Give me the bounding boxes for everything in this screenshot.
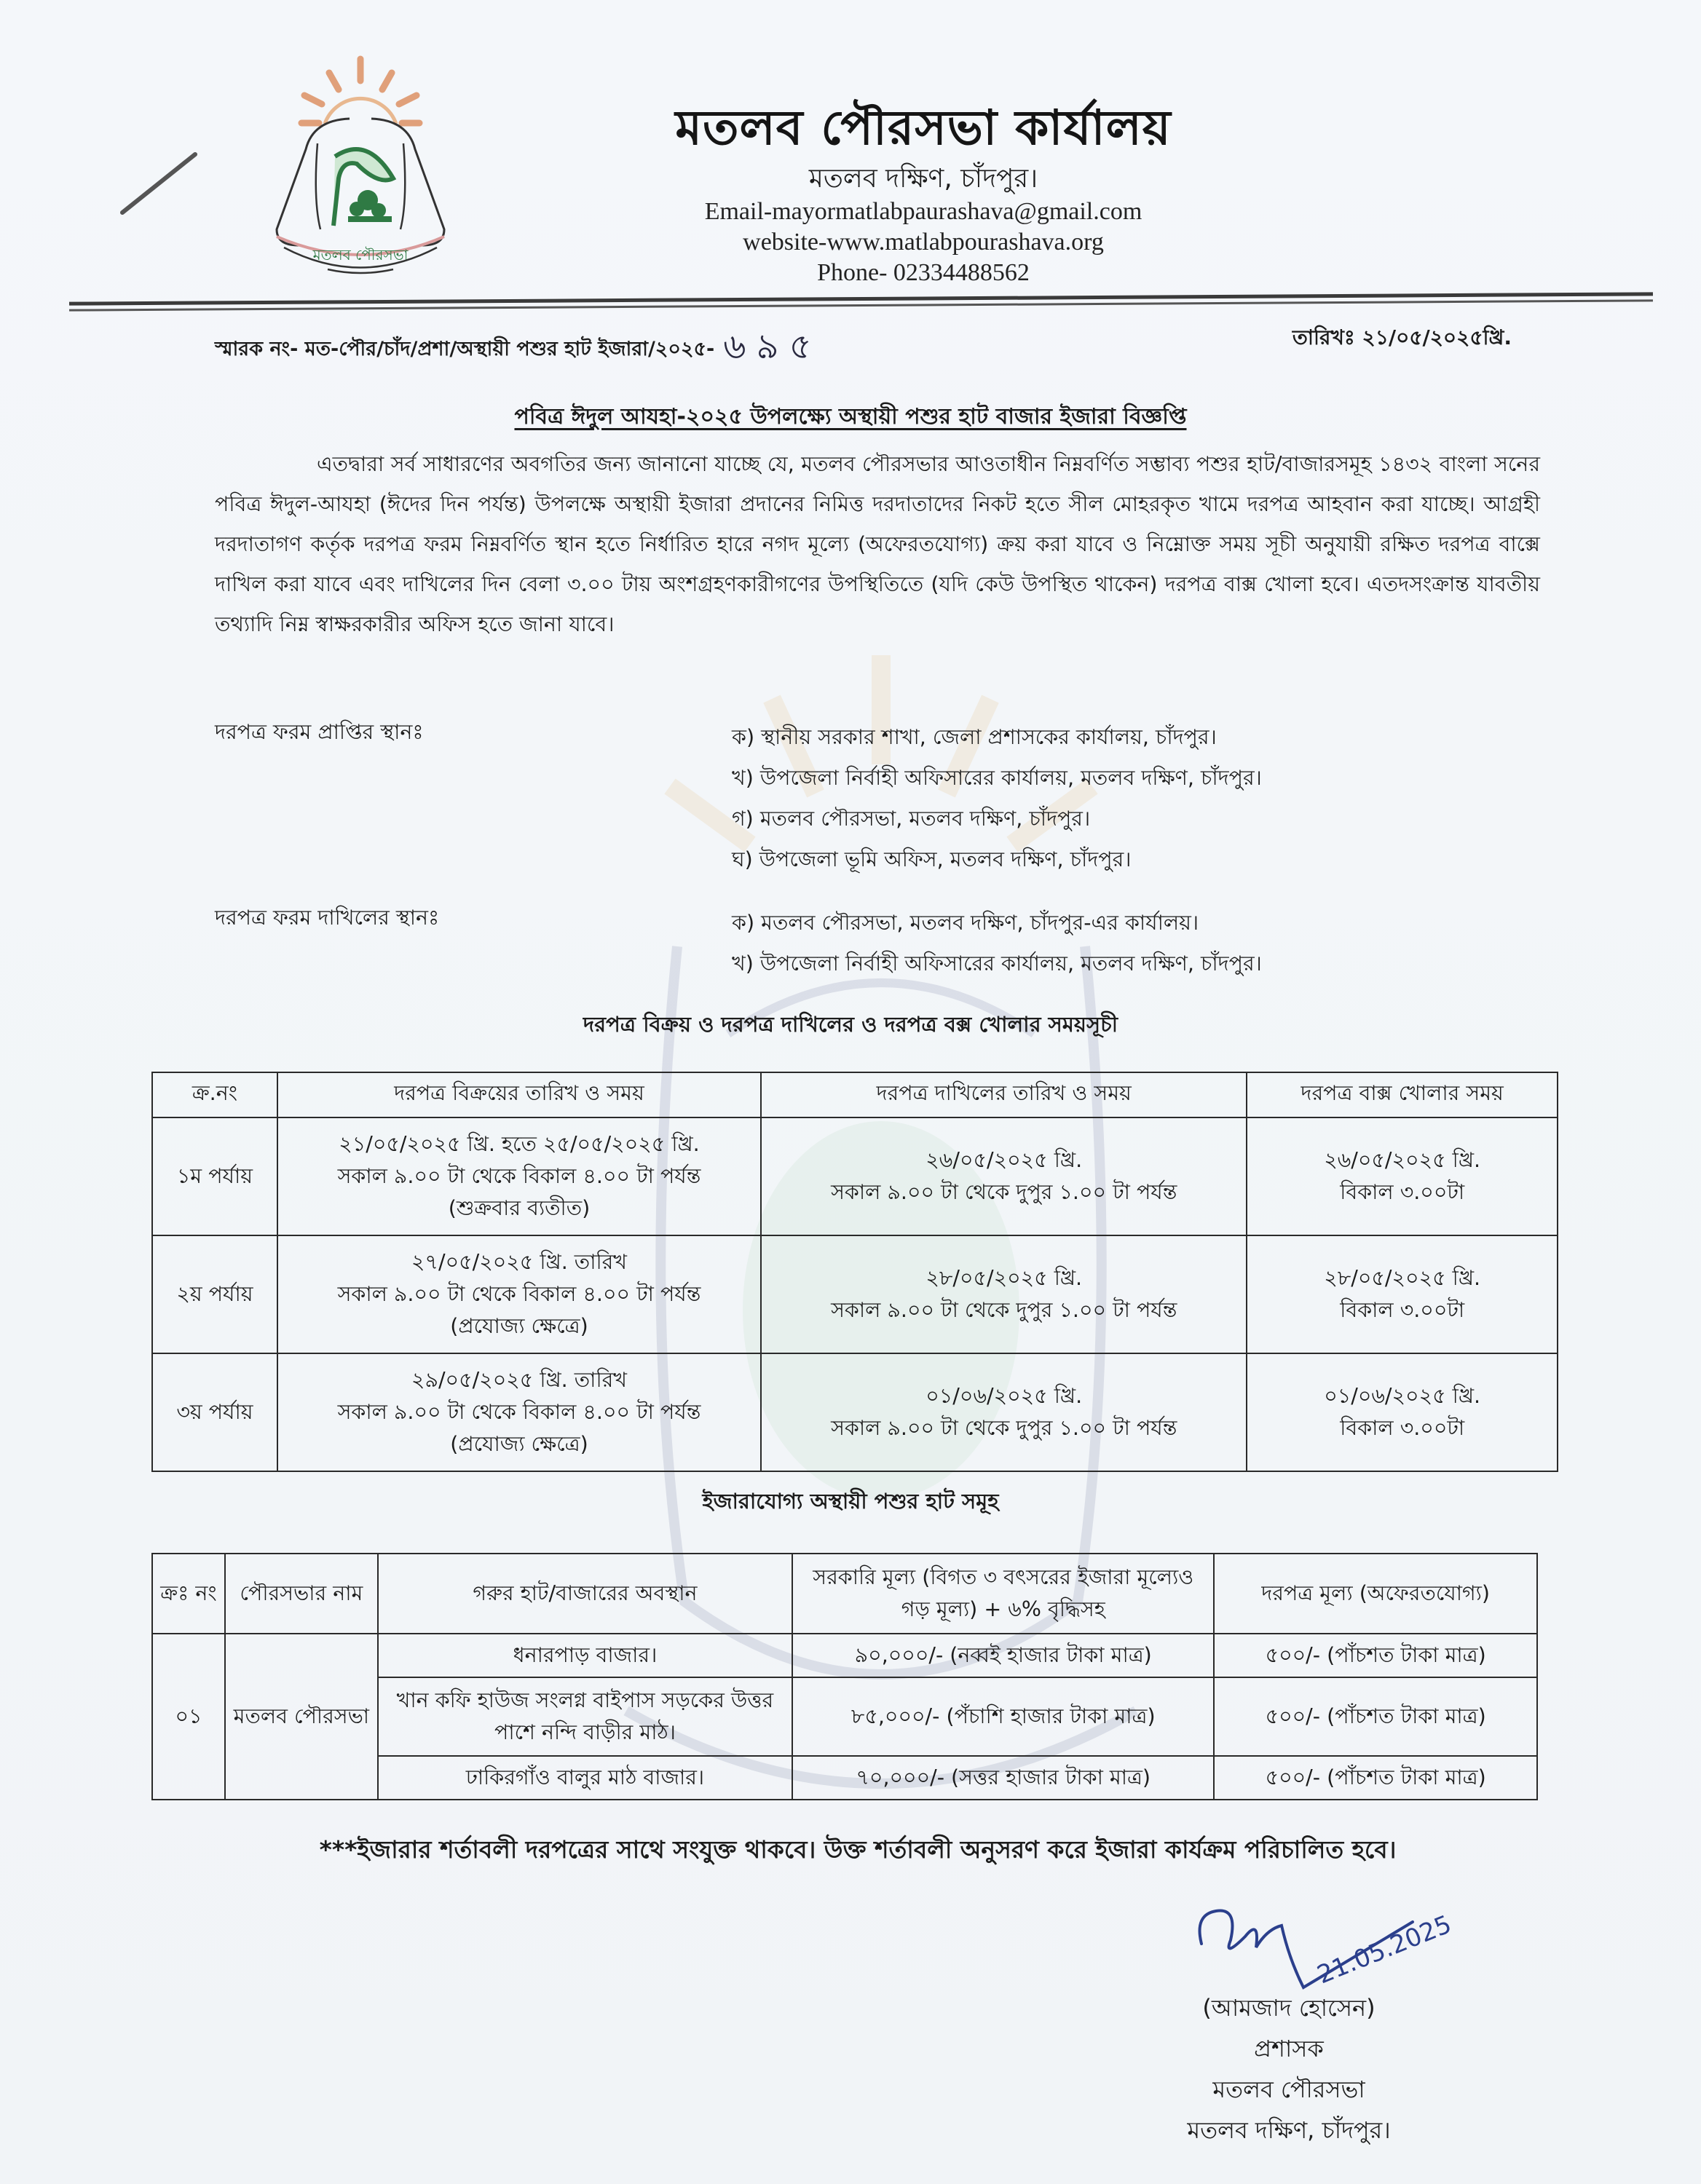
sale-cell: ২৯/০৫/২০২৫ খ্রি. তারিখ সকাল ৯.০০ টা থেকে বিকাল ৪.০০ টা পর্যন্ত (প্রযোজ্য ক্ষেত্রে) <box>277 1353 761 1471</box>
govt-price-cell: ৮৫,০০০/- (পঁচাশি হাজার টাকা মাত্র) <box>792 1677 1214 1756</box>
location-cell: খান কফি হাউজ সংলগ্ন বাইপাস সড়কের উত্তর পাশে নন্দি বাড়ীর মাঠ। <box>378 1677 792 1756</box>
submit-cell: ২৬/০৫/২০২৫ খ্রি. সকাল ৯.০০ টা থেকে দুপুর ১.০০ টা পর্যন্ত <box>761 1117 1247 1235</box>
schedule-row <box>152 1353 1558 1471</box>
signatory-location: মতলব দক্ষিণ, চাঁদপুর। <box>1187 2116 1391 2144</box>
paurashava-cell: মতলব পৌরসভা <box>225 1634 378 1800</box>
markets-table <box>151 1553 1538 1800</box>
location-cell: ধনারপাড় বাজার। <box>378 1634 792 1677</box>
schedule-title: দরপত্র বিক্রয় ও দরপত্র দাখিলের ও দরপত্র বক্স খোলার সময়সূচী <box>583 1012 1118 1037</box>
notice-title-text: পবিত্র ঈদুল আযহা-২০২৫ উপলক্ষ্যে অস্থায়ী পশুর হাট বাজার ইজারা বিজ্ঞপ্তি <box>514 404 1187 430</box>
submit-cell: ০১/০৬/২০২৫ খ্রি. সকাল ৯.০০ টা থেকে দুপুর ১.০০ টা পর্যন্ত <box>761 1353 1247 1471</box>
submit-cell: ২৮/০৫/২০২৫ খ্রি. সকাল ৯.০০ টা থেকে দুপুর ১.০০ টা পর্যন্ত <box>761 1235 1247 1353</box>
signature-date: 21.05.2025 <box>1313 1910 1456 1990</box>
market-row <box>152 1634 1537 1677</box>
signatory-name: (আমজাদ হোসেন) <box>1202 1994 1376 2022</box>
memo-ref-number: ৬৯৫ <box>723 326 822 367</box>
org-email[interactable]: Email-mayormatlabpaurashava@gmail.com <box>704 198 1142 225</box>
schedule-header-row <box>152 1072 1558 1117</box>
schedule-header-cell: দরপত্র বিক্রয়ের তারিখ ও সময় <box>277 1072 761 1117</box>
signature-block <box>1136 1878 1500 2169</box>
signature-icon <box>1187 1878 1478 1995</box>
notice-title <box>0 399 1701 436</box>
form-price-cell: ৫০০/- (পাঁচশত টাকা মাত্র) <box>1214 1677 1537 1756</box>
open-cell: ২৮/০৫/২০২৫ খ্রি. বিকাল ৩.০০টা <box>1247 1235 1558 1353</box>
serial-cell: ০১ <box>152 1634 225 1800</box>
org-website[interactable]: website-www.matlabpourashava.org <box>743 229 1104 256</box>
form-price-cell: ৫০০/- (পাঁচশত টাকা মাত্র) <box>1214 1634 1537 1677</box>
phase-cell: ১ম পর্যায় <box>152 1117 277 1235</box>
signatory-office: মতলব পৌরসভা <box>1212 2076 1365 2103</box>
memo-ref-prefix: স্মারক নং- মত-পৌর/চাঁদ/প্রশা/অস্থায়ী পশুর হাট ইজারা/২০২৫- <box>215 338 715 360</box>
submission-place-item: খ) উপজেলা নির্বাহী অফিসারের কার্যালয়, মতলব দক্ষিণ, চাঁদপুর। <box>732 951 1262 976</box>
terms-note: ***ইজারার শর্তাবলী দরপত্রের সাথে সংযুক্ত থাকবে। উক্ত শর্তাবলী অনুসরণ করে ইজারা কার্যক্রম পরিচালিত হবে। <box>319 1835 1397 1864</box>
schedule-header-cell: ক্র.নং <box>152 1072 277 1117</box>
markets-header-cell: ক্রঃ নং <box>152 1554 225 1634</box>
header-divider <box>69 292 1653 305</box>
org-address: মতলব দক্ষিণ, চাঁদপুর। <box>808 164 1038 194</box>
collection-place-item: ক) স্থানীয় সরকার শাখা, জেলা প্রশাসকের কার্যালয়, চাঁদপুর। <box>732 725 1217 749</box>
collection-place-item: গ) মতলব পৌরসভা, মতলব দক্ষিণ, চাঁদপুর। <box>732 807 1091 831</box>
markets-header-cell: সরকারি মূল্য (বিগত ৩ বৎসরের ইজারা মূল্যেও গড় মূল্য) + ৬% বৃদ্ধিসহ <box>792 1554 1214 1634</box>
govt-price-cell: ৭০,০০০/- (সত্তর হাজার টাকা মাত্র) <box>792 1756 1214 1800</box>
markets-header-row <box>152 1554 1537 1634</box>
schedule-table <box>151 1072 1558 1472</box>
org-phone: Phone- 02334488562 <box>817 259 1030 286</box>
sale-cell: ২১/০৫/২০২৫ খ্রি. হতে ২৫/০৫/২০২৫ খ্রি. সকাল ৯.০০ টা থেকে বিকাল ৪.০০ টা পর্যন্ত (শুক্রবার ব্যতীত) <box>277 1117 761 1235</box>
body-paragraph: এতদ্বারা সর্ব সাধারণের অবগতির জন্য জানানো যাচ্ছে যে, মতলব পৌরসভার আওতাধীন নিম্নবর্ণিত সম্ভাব্য পশুর হাট/বাজারসমূহ ১৪৩২ বাংলা সনের পবিত্র ঈদুল-আযহা (ঈদের দিন পর্যন্ত) উপলক্ষে অস্থায়ী ইজারা প্রদানের নিমিত্ত দরদাতাদের নিকট হতে সীল মোহরকৃত খামে দরপত্র আহবান করা যাচ্ছে। আগ্রহী দরদাতাগণ কর্তৃক দরপত্র ফরম নিম্নবর্ণিত স্থান হতে নির্ধারিত হারে নগদ মূল্যে (অফেরতযোগ্য) ক্রয় করা যাবে ও নিম্নোক্ত সময় সূচী অনুযায়ী রক্ষিত দরপত্র বাক্সে দাখিল করা যাবে এবং দাখিলের দিন বেলা ৩.০০ টায় অংশগ্রহণকারীগণের উপস্থিতিতে (যদি কেউ উপস্থিত থাকেন) দরপত্র বাক্স খোলা হবে। এতদসংক্রান্ত যাবতীয় তথ্যাদি নিম্ন স্বাক্ষরকারীর অফিস হতে জানা যাবে। <box>215 452 1540 636</box>
markets-header-cell: পৌরসভার নাম <box>225 1554 378 1634</box>
markets-header-cell: দরপত্র মূল্য (অফেরতযোগ্য) <box>1214 1554 1537 1634</box>
form-collection-label: দরপত্র ফরম প্রাপ্তির স্থানঃ <box>215 720 424 744</box>
schedule-row <box>152 1235 1558 1353</box>
phase-cell: ২য় পর্যায় <box>152 1235 277 1353</box>
logo-caption: মতলব পৌরসভা <box>312 246 409 264</box>
open-cell: ০১/০৬/২০২৫ খ্রি. বিকাল ৩.০০টা <box>1247 1353 1558 1471</box>
memo-reference <box>215 320 822 378</box>
collection-place-item: খ) উপজেলা নির্বাহী অফিসারের কার্যালয়, মতলব দক্ষিণ, চাঁদপুর। <box>732 766 1262 790</box>
org-name: মতলব পৌরসভা কার্যালয় <box>675 100 1172 156</box>
collection-place-item: ঘ) উপজেলা ভূমি অফিস, মতলব দক্ষিণ, চাঁদপুর। <box>732 847 1132 871</box>
schedule-row <box>152 1117 1558 1235</box>
signatory-designation: প্রশাসক <box>1254 2035 1324 2062</box>
markets-title: ইজারাযোগ্য অস্থায়ী পশুর হাট সমূহ <box>702 1489 999 1514</box>
memo-date: তারিখঃ ২১/০৫/২০২৫খ্রি. <box>1292 325 1512 349</box>
form-submission-label: দরপত্র ফরম দাখিলের স্থানঃ <box>215 906 440 930</box>
submission-place-item: ক) মতলব পৌরসভা, মতলব দক্ষিণ, চাঁদপুর-এর কার্যালয়। <box>732 911 1199 935</box>
phase-cell: ৩য় পর্যায় <box>152 1353 277 1471</box>
form-price-cell: ৫০০/- (পাঁচশত টাকা মাত্র) <box>1214 1756 1537 1800</box>
open-cell: ২৬/০৫/২০২৫ খ্রি. বিকাল ৩.০০টা <box>1247 1117 1558 1235</box>
sale-cell: ২৭/০৫/২০২৫ খ্রি. তারিখ সকাল ৯.০০ টা থেকে বিকাল ৪.০০ টা পর্যন্ত (প্রযোজ্য ক্ষেত্রে) <box>277 1235 761 1353</box>
schedule-header-cell: দরপত্র বাক্স খোলার সময় <box>1247 1072 1558 1117</box>
location-cell: ঢাকিরগাঁও বালুর মাঠ বাজার। <box>378 1756 792 1800</box>
schedule-header-cell: দরপত্র দাখিলের তারিখ ও সময় <box>761 1072 1247 1117</box>
govt-price-cell: ৯০,০০০/- (নব্বই হাজার টাকা মাত্র) <box>792 1634 1214 1677</box>
markets-header-cell: গরুর হাট/বাজারের অবস্থান <box>378 1554 792 1634</box>
